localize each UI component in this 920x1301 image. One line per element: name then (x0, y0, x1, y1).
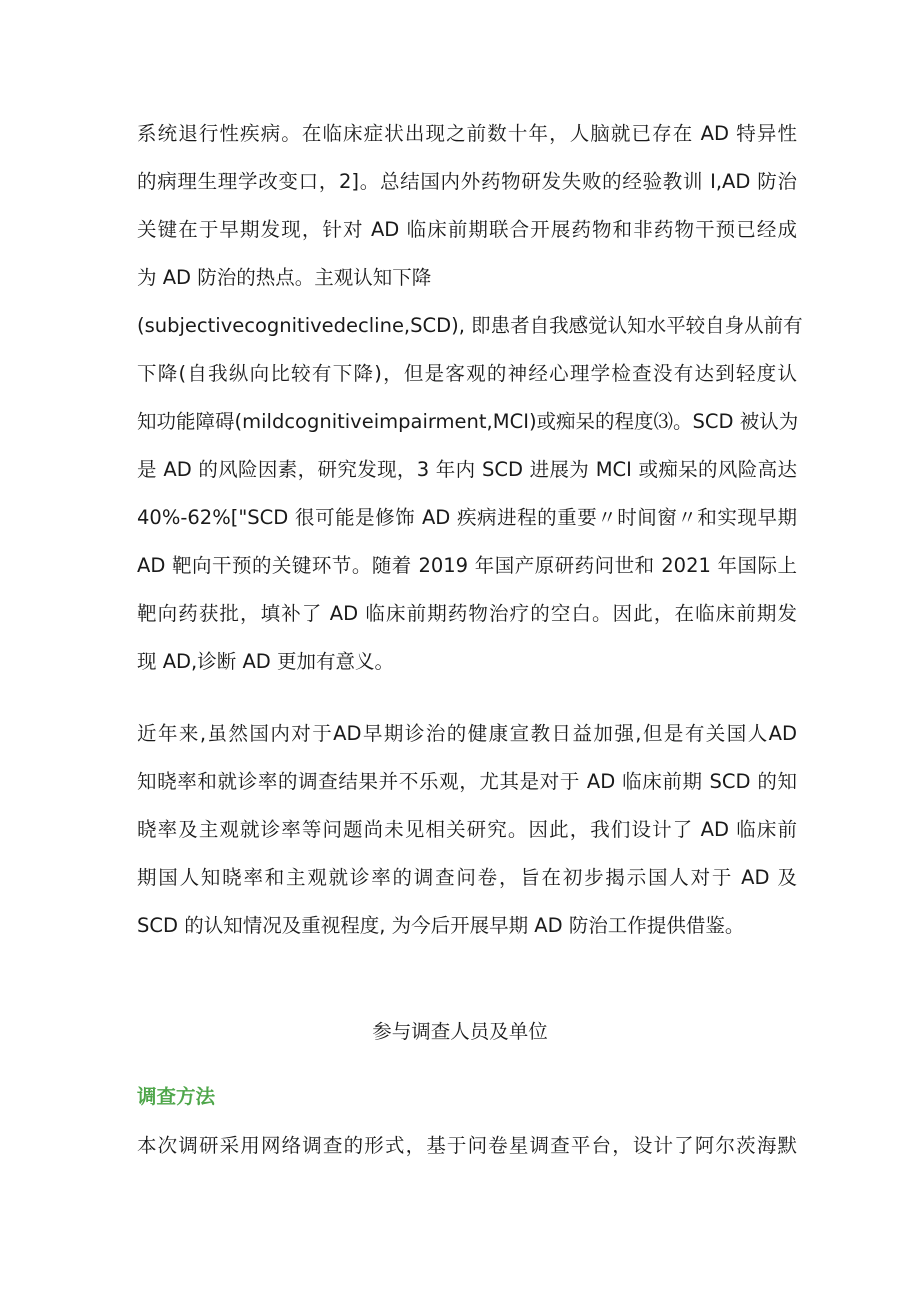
paragraph-line: 是 AD 的风险因素，研究发现，3 年内 SCD 进展为 MCI 或痴呆的风险高达 (137, 458, 797, 481)
paragraph-line: 40%-62%["SCD 很可能是修饰 AD 疾病进程的重要〃时间窗〃和实现早期 (137, 506, 797, 529)
paragraph-line: 期国人知晓率和主观就诊率的调查问卷，旨在初步揭示国人对于 AD 及 (137, 866, 797, 889)
paragraph-line: 为 AD 防治的热点。主观认知下降 (137, 266, 432, 289)
section-title: 参与调查人员及单位 (372, 1020, 548, 1043)
paragraph-line: 本次调研采用网络调查的形式，基于问卷星调查平台，设计了阿尔茨海默 (137, 1134, 797, 1157)
paragraph-line: 下降(自我纵向比较有下降)，但是客观的神经心理学检查没有达到轻度认 (137, 362, 797, 385)
paragraph-line: 系统退行性疾病。在临床症状出现之前数十年，人脑就已存在 AD 特异性 (137, 122, 797, 145)
paragraph-line: 近年来,虽然国内对于AD早期诊治的健康宣教日益加强,但是有关国人AD (137, 722, 797, 745)
paragraph-line: 知功能障碍(mildcognitiveimpairment,MCI)或痴呆的程度⑶。SCD 被认为 (137, 410, 799, 433)
paragraph-line: AD 靶向干预的关键环节。随着 2019 年国产原研药问世和 2021 年国际上 (137, 554, 797, 577)
paragraph-line: 晓率及主观就诊率等问题尚未见相关研究。因此，我们设计了 AD 临床前 (137, 818, 797, 841)
paragraph-line: (subjectivecognitivedecline,SCD), 即患者自我感觉认知水平较自身从前有 (137, 314, 803, 337)
paragraph-line: 现 AD,诊断 AD 更加有意义。 (137, 650, 395, 673)
paragraph-line: 靶向药获批，填补了 AD 临床前期药物治疗的空白。因此，在临床前期发 (137, 602, 797, 625)
methods-heading: 调查方法 (137, 1085, 216, 1108)
paragraph-line: 关键在于早期发现，针对 AD 临床前期联合开展药物和非药物干预已经成 (137, 218, 797, 241)
paragraph-line: 知晓率和就诊率的调查结果并不乐观，尤其是对于 AD 临床前期 SCD 的知 (137, 770, 797, 793)
paragraph-line: 的病理生理学改变口，2]。总结国内外药物研发失败的经验教训 I,AD 防治 (137, 170, 797, 193)
paragraph-line: SCD 的认知情况及重视程度, 为今后开展早期 AD 防治工作提供借鉴。 (137, 914, 745, 937)
